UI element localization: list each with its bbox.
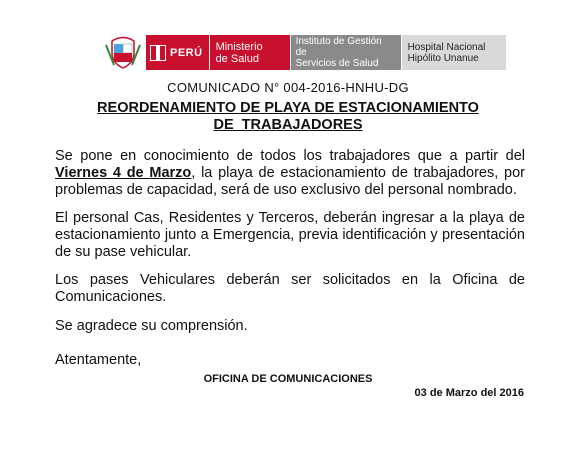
p1-text-a: Se pone en conocimiento de todos los trabajadores que a partir del: [55, 148, 525, 164]
p1-highlight: Viernes 4 de Marzo: [55, 165, 192, 181]
paragraph-4: Se agradece su comprensión.: [55, 318, 248, 334]
closing: Atentamente,: [55, 352, 142, 368]
title-line2: DE TRABAJADORES: [213, 117, 363, 133]
institute-line1: Instituto de Gestión de: [295, 36, 382, 58]
paragraph-1: [55, 148, 525, 199]
hospital-line1: Hospital Nacional: [407, 41, 486, 53]
office-signature: OFICINA DE COMUNICACIONES: [203, 373, 373, 385]
ministry-line2: de Salud: [215, 52, 259, 65]
peru-flag-icon: [150, 45, 166, 61]
title-line1: REORDENAMIENTO DE PLAYA DE ESTACIONAMIENTO: [97, 100, 479, 116]
paragraph-2: El personal Cas, Residentes y Terceros, deberán ingresar a la playa de estacionamiento junto a Emergencia, previa identificación y presentación de su pase vehicular.: [55, 210, 525, 260]
document-date: 03 de Marzo del 2016: [414, 387, 524, 399]
ministry-label: [209, 35, 290, 70]
peru-text: PERÚ: [170, 46, 203, 59]
comunicado-number: COMUNICADO N° 004-2016-HNHU-DG: [167, 80, 409, 95]
institutional-header: [104, 35, 506, 70]
hospital-line2: Hipólito Unanue: [407, 52, 479, 64]
ministry-line1: Ministerio: [215, 40, 263, 53]
peru-label: [146, 35, 209, 70]
institute-line2: Servicios de Salud: [295, 58, 379, 69]
document-title: [0, 100, 576, 134]
hospital-label: [401, 35, 506, 70]
coat-of-arms-icon: [104, 35, 142, 70]
paragraph-3: Los pases Vehiculares deberán ser solicitados en la Oficina de Comunicaciones.: [55, 272, 525, 305]
institute-label: [290, 35, 401, 70]
p1-text-b: , la playa de estacionamiento de trabajadores, por problemas de capacidad, será de uso exclusivo del personal nombrado.: [55, 165, 525, 198]
